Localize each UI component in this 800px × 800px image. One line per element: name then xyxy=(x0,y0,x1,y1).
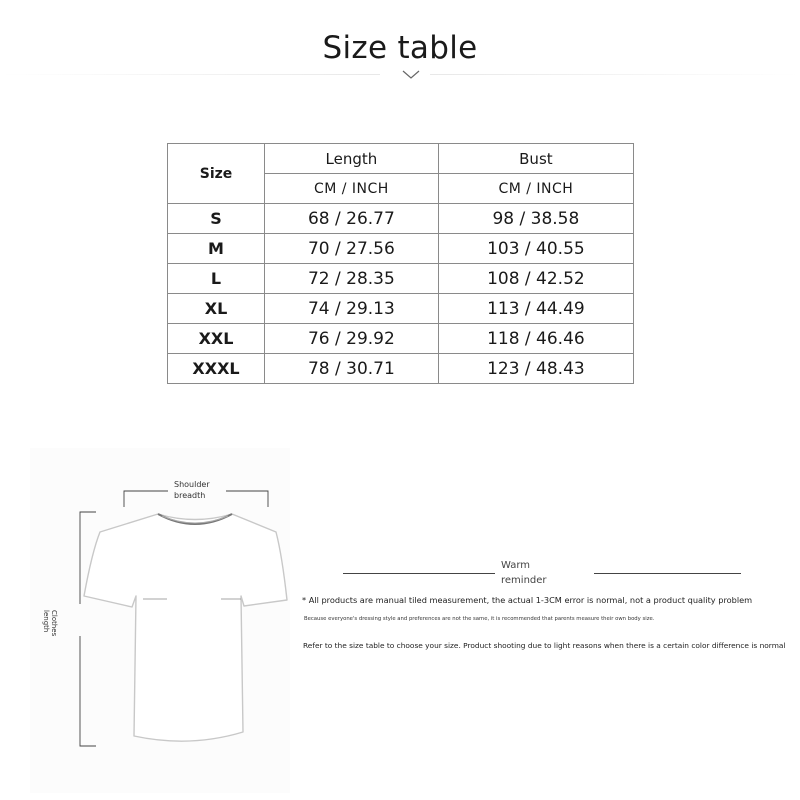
reminder-divider-left xyxy=(343,573,495,574)
table-header-row xyxy=(168,144,634,174)
chevron-down-icon xyxy=(401,70,421,80)
size-cell: XXXL xyxy=(168,354,265,384)
length-cell: 76 / 29.92 xyxy=(265,324,439,354)
title-divider-left xyxy=(0,74,380,75)
table-row xyxy=(168,354,634,384)
length-cell: 72 / 28.35 xyxy=(265,264,439,294)
page-title: Size table xyxy=(322,30,478,66)
warm-reminder-line1: Warm xyxy=(501,560,531,571)
reminder-divider-right xyxy=(594,573,741,574)
length-column-header: Length xyxy=(265,144,439,174)
size-cell: XL xyxy=(168,294,265,324)
bust-cell: 103 / 40.55 xyxy=(438,234,633,264)
size-cell: L xyxy=(168,264,265,294)
length-cell: 74 / 29.13 xyxy=(265,294,439,324)
bust-column-header: Bust xyxy=(438,144,633,174)
shoulder-label-line1: Shoulder xyxy=(174,480,210,489)
warm-reminder-heading xyxy=(501,558,547,588)
size-cell: XXL xyxy=(168,324,265,354)
size-column-header: Size xyxy=(168,144,265,204)
size-table xyxy=(167,143,634,384)
length-cell: 78 / 30.71 xyxy=(265,354,439,384)
size-cell: S xyxy=(168,204,265,234)
table-row xyxy=(168,234,634,264)
bust-cell: 98 / 38.58 xyxy=(438,204,633,234)
body-size-note: Because everyone's dressing style and preferences are not the same, it is recommended that parents measure their own body size. xyxy=(304,616,655,622)
bust-cell: 113 / 44.49 xyxy=(438,294,633,324)
table-row xyxy=(168,204,634,234)
table-row xyxy=(168,264,634,294)
shoulder-label-line2: breadth xyxy=(174,491,206,500)
table-row xyxy=(168,294,634,324)
clothes-length-label xyxy=(42,610,58,650)
table-row xyxy=(168,324,634,354)
bust-cell: 108 / 42.52 xyxy=(438,264,633,294)
measurement-note: * All products are manual tiled measurement, the actual 1-3CM error is normal, not a product quality problem xyxy=(302,595,753,605)
length-cell: 70 / 27.56 xyxy=(265,234,439,264)
length-cell: 68 / 26.77 xyxy=(265,204,439,234)
color-difference-note: Refer to the size table to choose your size. Product shooting due to light reasons when there is a certain color difference is normal xyxy=(303,641,786,650)
bust-cell: 123 / 48.43 xyxy=(438,354,633,384)
title-divider-right xyxy=(430,74,800,75)
length-label-line1: Clothes xyxy=(50,610,58,637)
length-unit-header: CM / INCH xyxy=(265,174,439,204)
warm-reminder-line2: reminder xyxy=(501,575,547,586)
length-label-line2: length xyxy=(42,610,50,633)
bust-unit-header: CM / INCH xyxy=(438,174,633,204)
bust-cell: 118 / 46.46 xyxy=(438,324,633,354)
size-cell: M xyxy=(168,234,265,264)
shoulder-breadth-label xyxy=(174,479,210,501)
